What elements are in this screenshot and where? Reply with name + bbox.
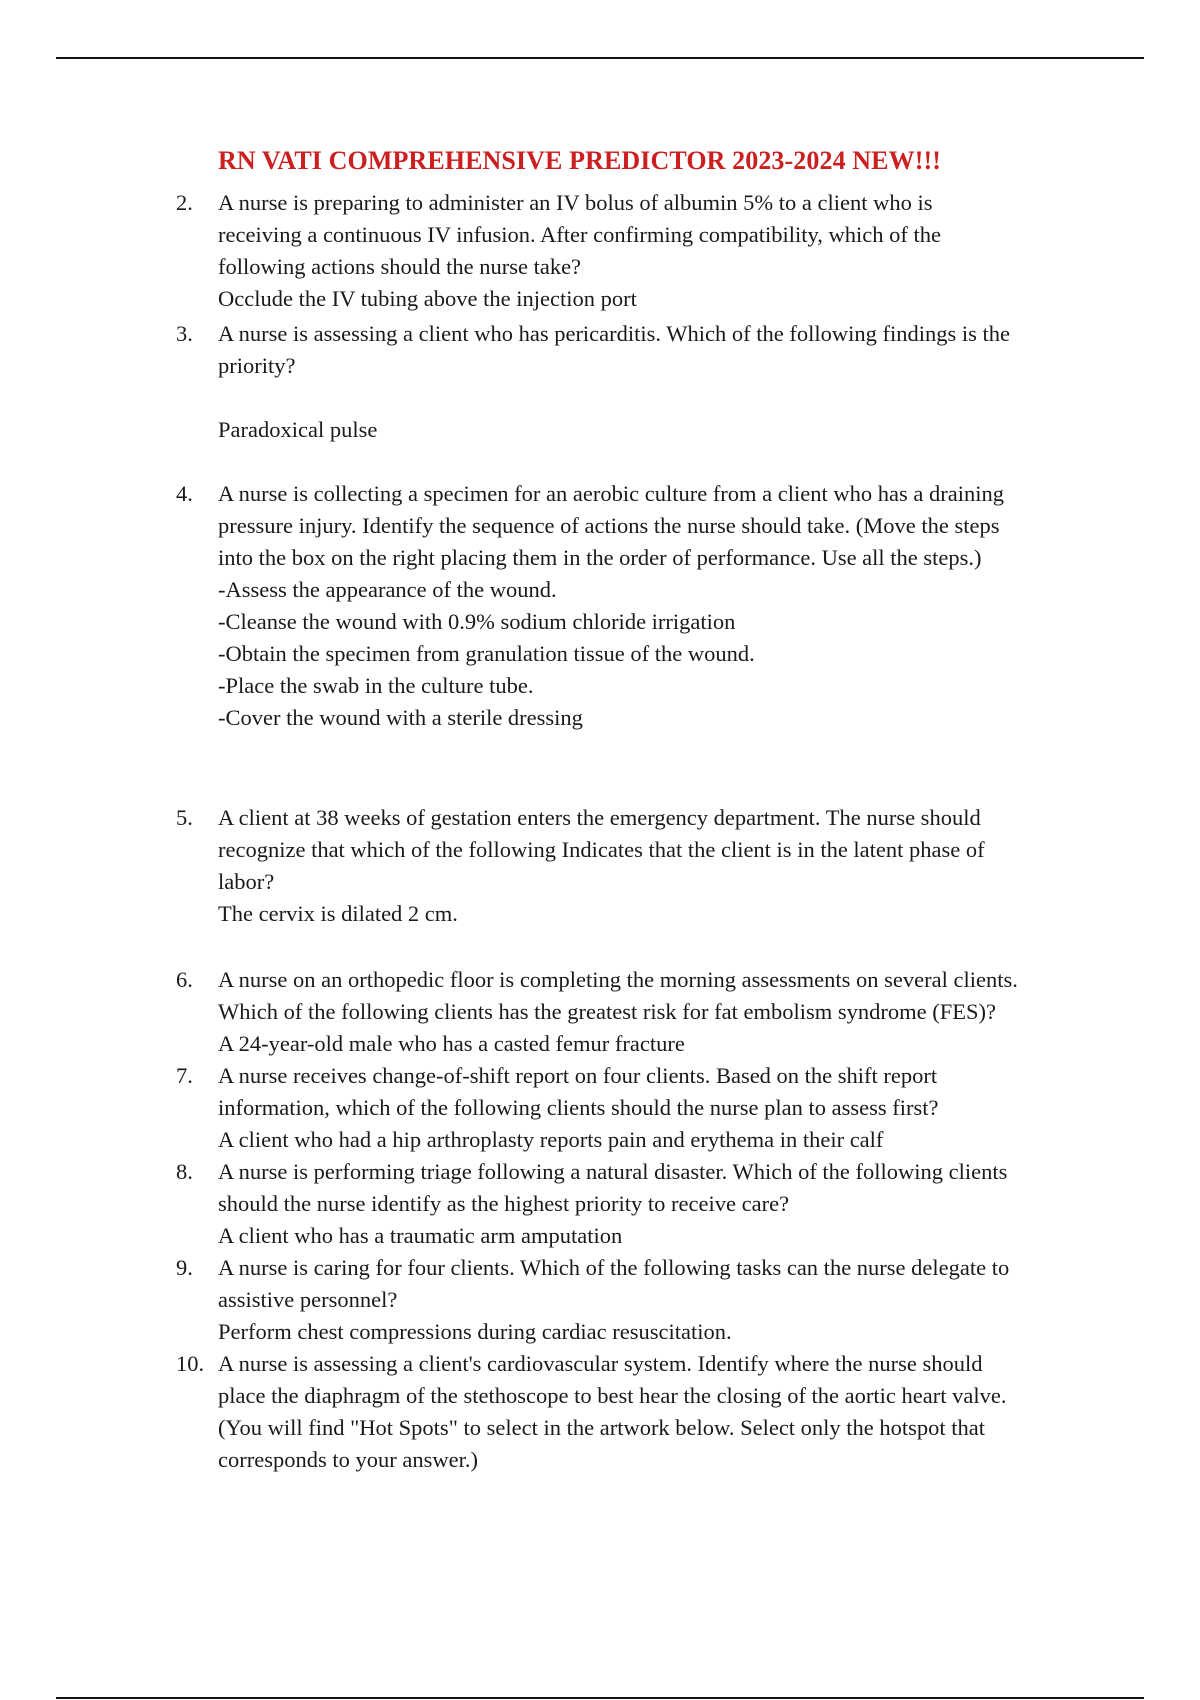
answer-text: Paradoxical pulse [218,417,378,442]
question-text: A nurse receives change-of-shift report on four clients. Based on the shift report [218,1063,938,1088]
document-title: RN VATI COMPREHENSIVE PREDICTOR 2023-2024 NEW!!! [218,146,941,175]
question-number: 2. [176,190,193,215]
question-5 [176,802,1086,930]
question-10 [176,1348,1086,1476]
answer-step: -Cover the wound with a sterile dressing [218,705,583,730]
question-8 [176,1156,1086,1252]
answer-text: Occlude the IV tubing above the injection port [218,286,637,311]
question-text: A nurse is collecting a specimen for an aerobic culture from a client who has a draining [218,481,1004,506]
answer-text: The cervix is dilated 2 cm. [218,901,458,926]
question-number: 9. [176,1255,193,1280]
answer-step: -Assess the appearance of the wound. [218,577,557,602]
question-text: A client at 38 weeks of gestation enters the emergency department. The nurse should [218,805,981,830]
question-text: A nurse is assessing a client's cardiovascular system. Identify where the nurse should [218,1351,983,1376]
question-text: A nurse is assessing a client who has pericarditis. Which of the following findings is the [218,321,1010,346]
question-7 [176,1060,1086,1156]
answer-text: Perform chest compressions during cardiac resuscitation. [218,1319,732,1344]
answer-text: A client who has a traumatic arm amputation [218,1223,623,1248]
top-rule [56,57,1144,59]
question-2 [176,187,1086,315]
question-6 [176,964,1086,1060]
question-text: into the box on the right placing them in the order of performance. Use all the steps.) [218,545,982,570]
question-number: 10. [176,1351,205,1376]
question-text: recognize that which of the following Indicates that the client is in the latent phase of [218,837,985,862]
question-3 [176,318,1086,446]
bottom-rule [56,1697,1144,1699]
question-text: Which of the following clients has the greatest risk for fat embolism syndrome (FES)? [218,999,996,1024]
question-text: receiving a continuous IV infusion. After confirming compatibility, which of the [218,222,941,247]
question-number: 8. [176,1159,193,1184]
question-text: assistive personnel? [218,1287,398,1312]
question-text: should the nurse identify as the highest priority to receive care? [218,1191,790,1216]
question-text: priority? [218,353,296,378]
question-9 [176,1252,1086,1348]
question-text: A nurse on an orthopedic floor is completing the morning assessments on several clients. [218,967,1018,992]
question-text: information, which of the following clients should the nurse plan to assess first? [218,1095,939,1120]
answer-step: -Cleanse the wound with 0.9% sodium chloride irrigation [218,609,736,634]
question-text: A nurse is preparing to administer an IV bolus of albumin 5% to a client who is [218,190,933,215]
question-text: following actions should the nurse take? [218,254,582,279]
question-number: 5. [176,805,193,830]
answer-text: A client who had a hip arthroplasty reports pain and erythema in their calf [218,1127,884,1152]
question-text: pressure injury. Identify the sequence of actions the nurse should take. (Move the steps [218,513,1000,538]
question-number: 3. [176,321,193,346]
question-4 [176,478,1086,734]
question-number: 4. [176,481,193,506]
question-number: 6. [176,967,193,992]
question-text: place the diaphragm of the stethoscope to best hear the closing of the aortic heart valve. [218,1383,1007,1408]
answer-text: A 24-year-old male who has a casted femur fracture [218,1031,685,1056]
answer-step: -Obtain the specimen from granulation tissue of the wound. [218,641,755,666]
question-text: labor? [218,869,275,894]
question-text: A nurse is performing triage following a natural disaster. Which of the following clients [218,1159,1008,1184]
question-text: (You will find "Hot Spots" to select in the artwork below. Select only the hotspot that [218,1415,986,1440]
question-text: A nurse is caring for four clients. Which of the following tasks can the nurse delegate to [218,1255,1010,1280]
question-number: 7. [176,1063,193,1088]
answer-step: -Place the swab in the culture tube. [218,673,534,698]
question-text: corresponds to your answer.) [218,1447,478,1472]
